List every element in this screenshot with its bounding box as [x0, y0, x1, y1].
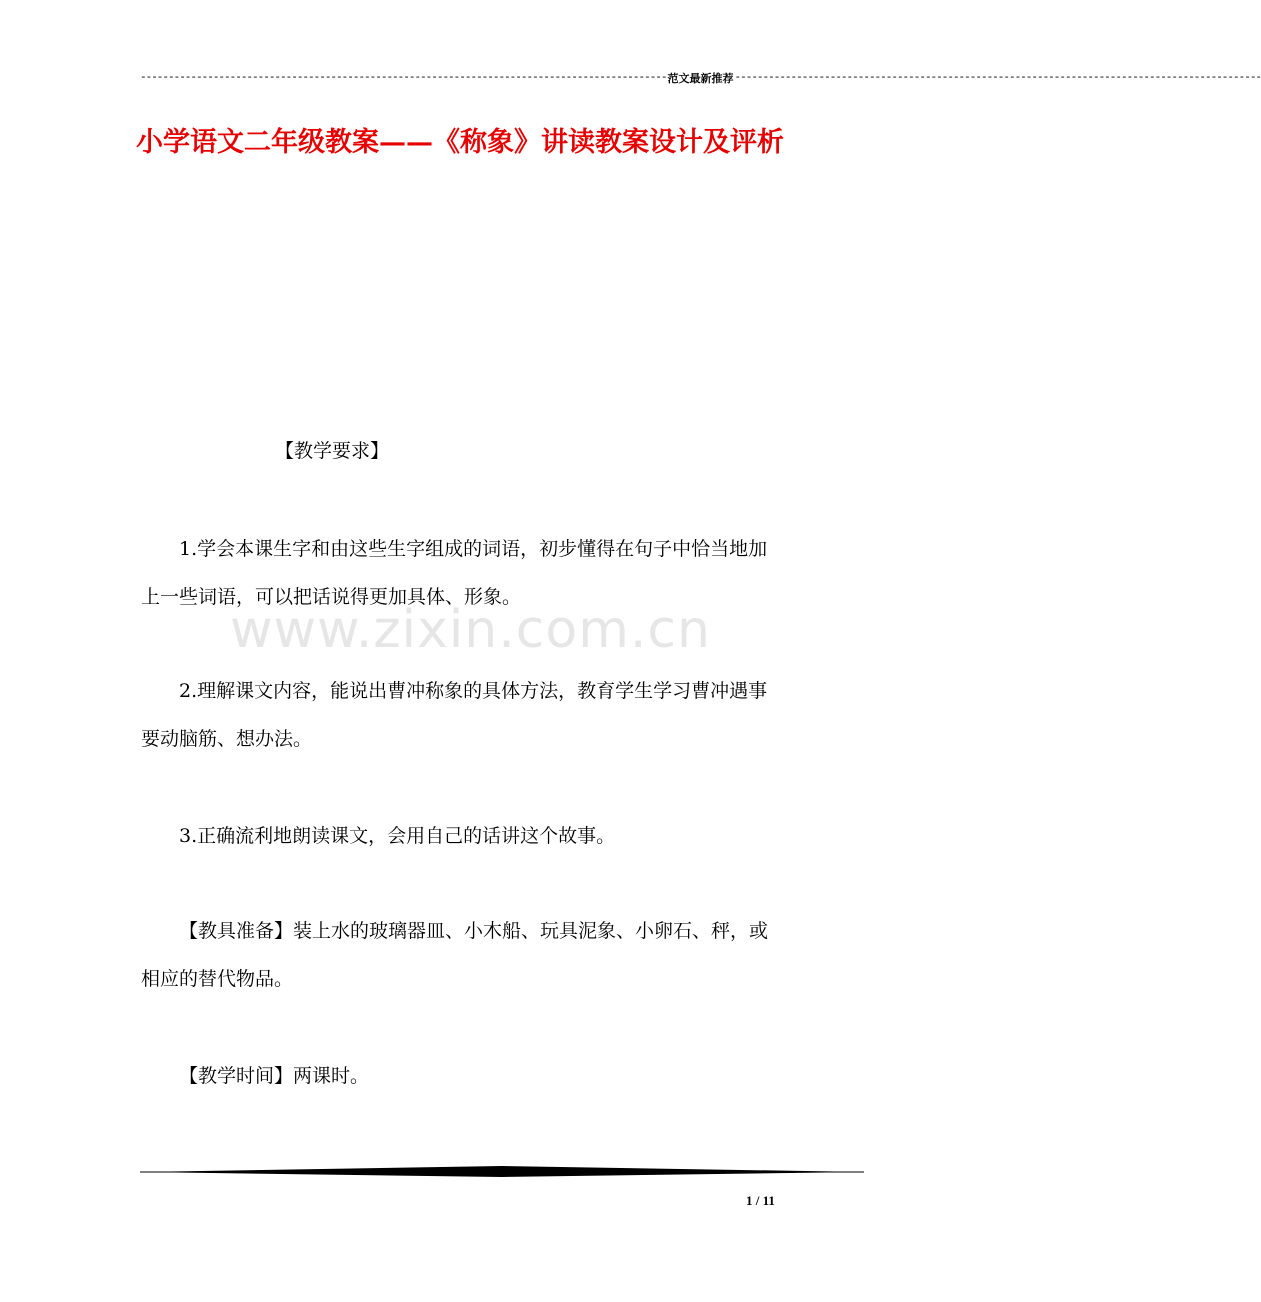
paragraph-5: 【教学时间】两课时。	[179, 1065, 370, 1087]
paragraph-3-block	[141, 812, 781, 860]
footer-rule	[140, 1164, 864, 1180]
header-left-dashes: ----------------------------------------------------------------------------------------------	[140, 72, 667, 84]
paragraph-2: 2.理解课文内容，能说出曹冲称象的具体方法，教育学生学习曹冲遇事要动脑筋、想办法。	[141, 680, 768, 750]
document-title: 小学语文二年级教案——《称象》讲读教案设计及评析	[136, 127, 784, 158]
header-label: 范文最新推荐	[667, 72, 734, 85]
paragraph-3: 3.正确流利地朗读课文，会用自己的话讲这个故事。	[179, 825, 616, 847]
header-right-dashes: ----------------------------------------------------------------------------------------------	[734, 72, 1261, 84]
paragraph-4-block	[141, 907, 781, 1003]
paragraph-2-block	[141, 667, 781, 763]
section-heading: 【教学要求】	[275, 440, 390, 462]
paragraph-5-block	[141, 1052, 781, 1100]
paragraph-1: 1.学会本课生字和由这些生字组成的词语，初步懂得在句子中恰当地加上一些词语，可以把话说得更加具体、形象。	[141, 538, 768, 608]
page-number: 1 / 11	[746, 1193, 775, 1208]
paragraph-1-block	[141, 525, 781, 621]
paragraph-4: 【教具准备】装上水的玻璃器皿、小木船、玩具泥象、小卵石、秤，或相应的替代物品。	[141, 920, 769, 990]
page-header	[140, 68, 1261, 88]
watermark: www.zixin.com.cn	[230, 600, 711, 660]
